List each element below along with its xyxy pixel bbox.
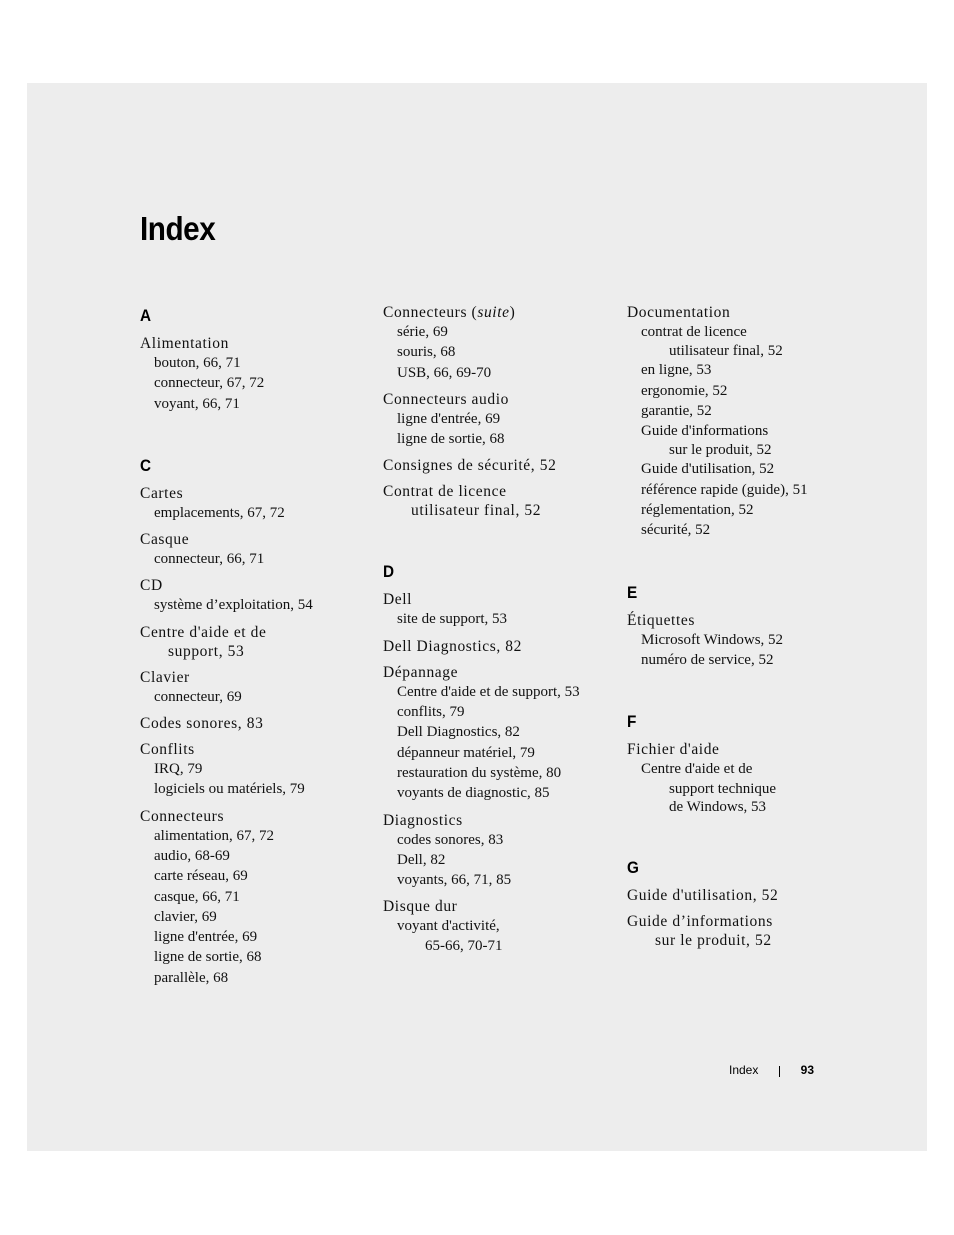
index-term-text: Connecteurs (suite) — [383, 304, 516, 321]
index-entry — [140, 576, 375, 615]
subentry-text: Centre d'aide et de — [641, 761, 753, 778]
index-term-continuation: support, 53 — [168, 642, 245, 660]
index-entry — [627, 303, 862, 541]
index-subentry — [140, 373, 375, 393]
index-term-continuation: sur le produit, 52 — [655, 931, 772, 949]
index-subentry — [383, 702, 618, 722]
subentry-text: Guide d'informations — [641, 423, 769, 440]
index-subentry — [140, 846, 375, 866]
index-term — [383, 482, 618, 520]
subentry-text: voyants, 66, 71, 85 — [397, 872, 512, 889]
index-subentry — [140, 595, 375, 615]
subentry-text: ligne d'entrée, 69 — [154, 929, 258, 946]
page-number: 93 — [800, 1063, 814, 1077]
index-subentry — [140, 687, 375, 707]
index-term-text: Étiquettes — [627, 611, 695, 629]
index-term-text: Guide d’informations — [627, 912, 773, 930]
index-subentry — [383, 342, 618, 362]
index-subentry — [140, 779, 375, 799]
subentry-continuation: utilisateur final, 52 — [669, 343, 783, 360]
index-entry — [140, 484, 375, 523]
index-term-text: Codes sonores, 83 — [140, 715, 264, 733]
footer-label: Index — [729, 1063, 759, 1077]
index-entry — [140, 714, 375, 733]
index-entry — [140, 740, 375, 800]
subentry-text: codes sonores, 83 — [397, 831, 504, 848]
index-entry — [383, 456, 618, 475]
index-subentry — [627, 401, 862, 421]
subentry-continuation: 65-66, 70-71 — [425, 937, 503, 954]
subentry-text: ligne d'entrée, 69 — [397, 410, 501, 427]
index-term — [140, 576, 375, 595]
index-subentry — [383, 783, 618, 803]
index-term-text: Fichier d'aide — [627, 741, 720, 759]
index-term — [383, 811, 618, 830]
index-term — [627, 303, 862, 322]
index-subentry — [383, 609, 618, 629]
subentry-text: casque, 66, 71 — [154, 888, 240, 905]
index-subentry — [383, 322, 618, 342]
index-subentry — [383, 850, 618, 870]
index-term — [140, 484, 375, 503]
index-subentry — [140, 394, 375, 414]
subentry-text: référence rapide (guide), 51 — [641, 481, 808, 498]
index-subentry — [140, 968, 375, 988]
index-entry — [383, 663, 618, 804]
index-term-text: Contrat de licence — [383, 483, 507, 501]
index-column-1 — [140, 303, 375, 988]
index-subentry — [140, 759, 375, 779]
index-term — [383, 590, 618, 609]
index-term — [627, 740, 862, 759]
index-subentry — [140, 907, 375, 927]
subentry-text: connecteur, 66, 71 — [154, 551, 265, 568]
subentry-text: ligne de sortie, 68 — [397, 431, 505, 448]
section-letter: E — [627, 582, 638, 602]
subentry-text: en ligne, 53 — [641, 362, 712, 379]
index-entry — [140, 668, 375, 707]
index-term-text: Disque dur — [383, 898, 458, 916]
index-subentry — [627, 630, 862, 650]
subentry-text: souris, 68 — [397, 344, 456, 361]
index-subentry — [140, 927, 375, 947]
index-term-text: Dell Diagnostics, 82 — [383, 637, 522, 655]
index-term — [140, 623, 375, 661]
index-entry — [140, 807, 375, 988]
index-term — [383, 663, 618, 682]
index-term-text: Diagnostics — [383, 811, 463, 829]
subentry-continuation: de Windows, 53 — [669, 798, 767, 815]
subentry-text: emplacements, 67, 72 — [154, 504, 285, 521]
subentry-text: logiciels ou matériels, 79 — [154, 781, 305, 798]
subentry-text: parallèle, 68 — [154, 969, 229, 986]
subentry-text: alimentation, 67, 72 — [154, 827, 274, 844]
subentry-text: IRQ, 79 — [154, 761, 203, 778]
section-letter: A — [140, 306, 152, 325]
index-term-text: Alimentation — [140, 335, 229, 352]
index-column-3 — [627, 303, 862, 950]
index-subentry — [383, 722, 618, 742]
subentry-text: site de support, 53 — [397, 611, 507, 628]
subentry-text: garantie, 52 — [641, 402, 712, 419]
index-term — [383, 637, 618, 656]
index-subentry — [383, 682, 618, 702]
index-subentry — [383, 763, 618, 783]
index-subentry — [627, 520, 862, 540]
index-entry — [383, 897, 618, 954]
index-subentry — [627, 759, 862, 815]
subentry-text: sécurité, 52 — [641, 522, 711, 539]
index-subentry — [140, 503, 375, 523]
index-subentry — [627, 459, 862, 479]
section-letter: G — [627, 857, 639, 877]
section-letter: D — [383, 562, 395, 582]
index-entry — [140, 530, 375, 569]
page-footer — [700, 1062, 814, 1078]
index-term-text: Dépannage — [383, 663, 459, 681]
subentry-text: série, 69 — [397, 324, 448, 340]
index-subentry — [627, 381, 862, 401]
index-entry — [140, 334, 375, 414]
index-entry — [383, 590, 618, 629]
index-term — [627, 611, 862, 630]
section-letter: C — [140, 455, 152, 475]
index-term — [140, 334, 375, 353]
index-term-text: Connecteurs audio — [383, 390, 509, 408]
page-title: Index — [140, 210, 216, 247]
subentry-text: audio, 68-69 — [154, 847, 230, 864]
section-letter: F — [627, 712, 637, 732]
index-term-text: Centre d'aide et de — [140, 623, 267, 641]
subentry-text: numéro de service, 52 — [641, 651, 774, 668]
index-subentry — [383, 916, 618, 954]
footer-separator — [779, 1066, 780, 1077]
index-subentry — [140, 947, 375, 967]
subentry-text: ligne de sortie, 68 — [154, 949, 262, 966]
subentry-text: voyant d'activité, — [397, 918, 500, 935]
index-term — [140, 530, 375, 549]
index-subentry — [383, 743, 618, 763]
index-entry — [627, 912, 862, 950]
index-term-text: Documentation — [627, 304, 731, 321]
index-term — [383, 390, 618, 409]
subentry-text: conflits, 79 — [397, 704, 465, 721]
index-entry — [627, 886, 862, 905]
index-term-text: Casque — [140, 531, 190, 549]
index-subentry — [140, 866, 375, 886]
index-entry — [140, 623, 375, 661]
index-entry — [383, 811, 618, 891]
subentry-text: Dell, 82 — [397, 851, 446, 868]
index-entry — [383, 637, 618, 656]
subentry-text: bouton, 66, 71 — [154, 355, 241, 371]
index-subentry — [627, 360, 862, 380]
subentry-text: Microsoft Windows, 52 — [641, 631, 784, 648]
index-entry — [383, 482, 618, 520]
index-subentry — [627, 650, 862, 670]
index-subentry — [140, 353, 375, 373]
index-term-text: Dell — [383, 591, 413, 609]
subentry-text: Dell Diagnostics, 82 — [397, 724, 520, 741]
index-term-continuation: utilisateur final, 52 — [411, 502, 542, 520]
index-term — [140, 740, 375, 759]
subentry-text: dépanneur matériel, 79 — [397, 744, 535, 761]
subentry-continuation: support technique — [669, 780, 777, 797]
index-term — [383, 303, 618, 322]
subentry-text: restauration du système, 80 — [397, 764, 562, 781]
index-term-text: Clavier — [140, 668, 190, 686]
index-term-text: CD — [140, 577, 163, 595]
index-term-text: Conflits — [140, 741, 195, 759]
index-term — [140, 714, 375, 733]
subentry-text: USB, 66, 69-70 — [397, 364, 492, 381]
subentry-continuation: sur le produit, 52 — [669, 442, 772, 459]
index-term-text: Consignes de sécurité, 52 — [383, 457, 557, 475]
index-term — [140, 668, 375, 687]
index-subentry — [383, 429, 618, 449]
index-subentry — [627, 421, 862, 459]
index-subentry — [383, 409, 618, 429]
index-term — [627, 912, 862, 950]
index-subentry — [140, 887, 375, 907]
subentry-text: Centre d'aide et de support, 53 — [397, 683, 580, 700]
index-term-text: Connecteurs — [140, 807, 225, 825]
index-entry — [627, 611, 862, 671]
subentry-text: réglementation, 52 — [641, 502, 754, 519]
index-term — [383, 456, 618, 475]
index-term — [383, 897, 618, 916]
subentry-text: voyants de diagnostic, 85 — [397, 785, 550, 802]
index-subentry — [383, 870, 618, 890]
index-term-text: Guide d'utilisation, 52 — [627, 886, 779, 904]
subentry-text: ergonomie, 52 — [641, 382, 728, 399]
index-term-text: Cartes — [140, 484, 184, 502]
subentry-text: carte réseau, 69 — [154, 868, 248, 885]
index-subentry — [383, 363, 618, 383]
index-subentry — [140, 826, 375, 846]
index-column-2 — [383, 303, 618, 955]
subentry-text: système d’exploitation, 54 — [154, 597, 313, 614]
subentry-text: connecteur, 67, 72 — [154, 375, 265, 392]
index-subentry — [627, 500, 862, 520]
index-term — [627, 886, 862, 905]
index-entry — [383, 390, 618, 450]
index-subentry — [627, 322, 862, 360]
index-subentry — [383, 830, 618, 850]
subentry-text: clavier, 69 — [154, 908, 217, 925]
subentry-text: connecteur, 69 — [154, 688, 242, 705]
index-entry — [627, 740, 862, 815]
index-entry — [383, 303, 618, 383]
subentry-text: contrat de licence — [641, 324, 747, 340]
subentry-text: Guide d'utilisation, 52 — [641, 461, 775, 478]
index-term — [140, 807, 375, 826]
index-subentry — [140, 549, 375, 569]
index-subentry — [627, 480, 862, 500]
subentry-text: voyant, 66, 71 — [154, 395, 240, 412]
